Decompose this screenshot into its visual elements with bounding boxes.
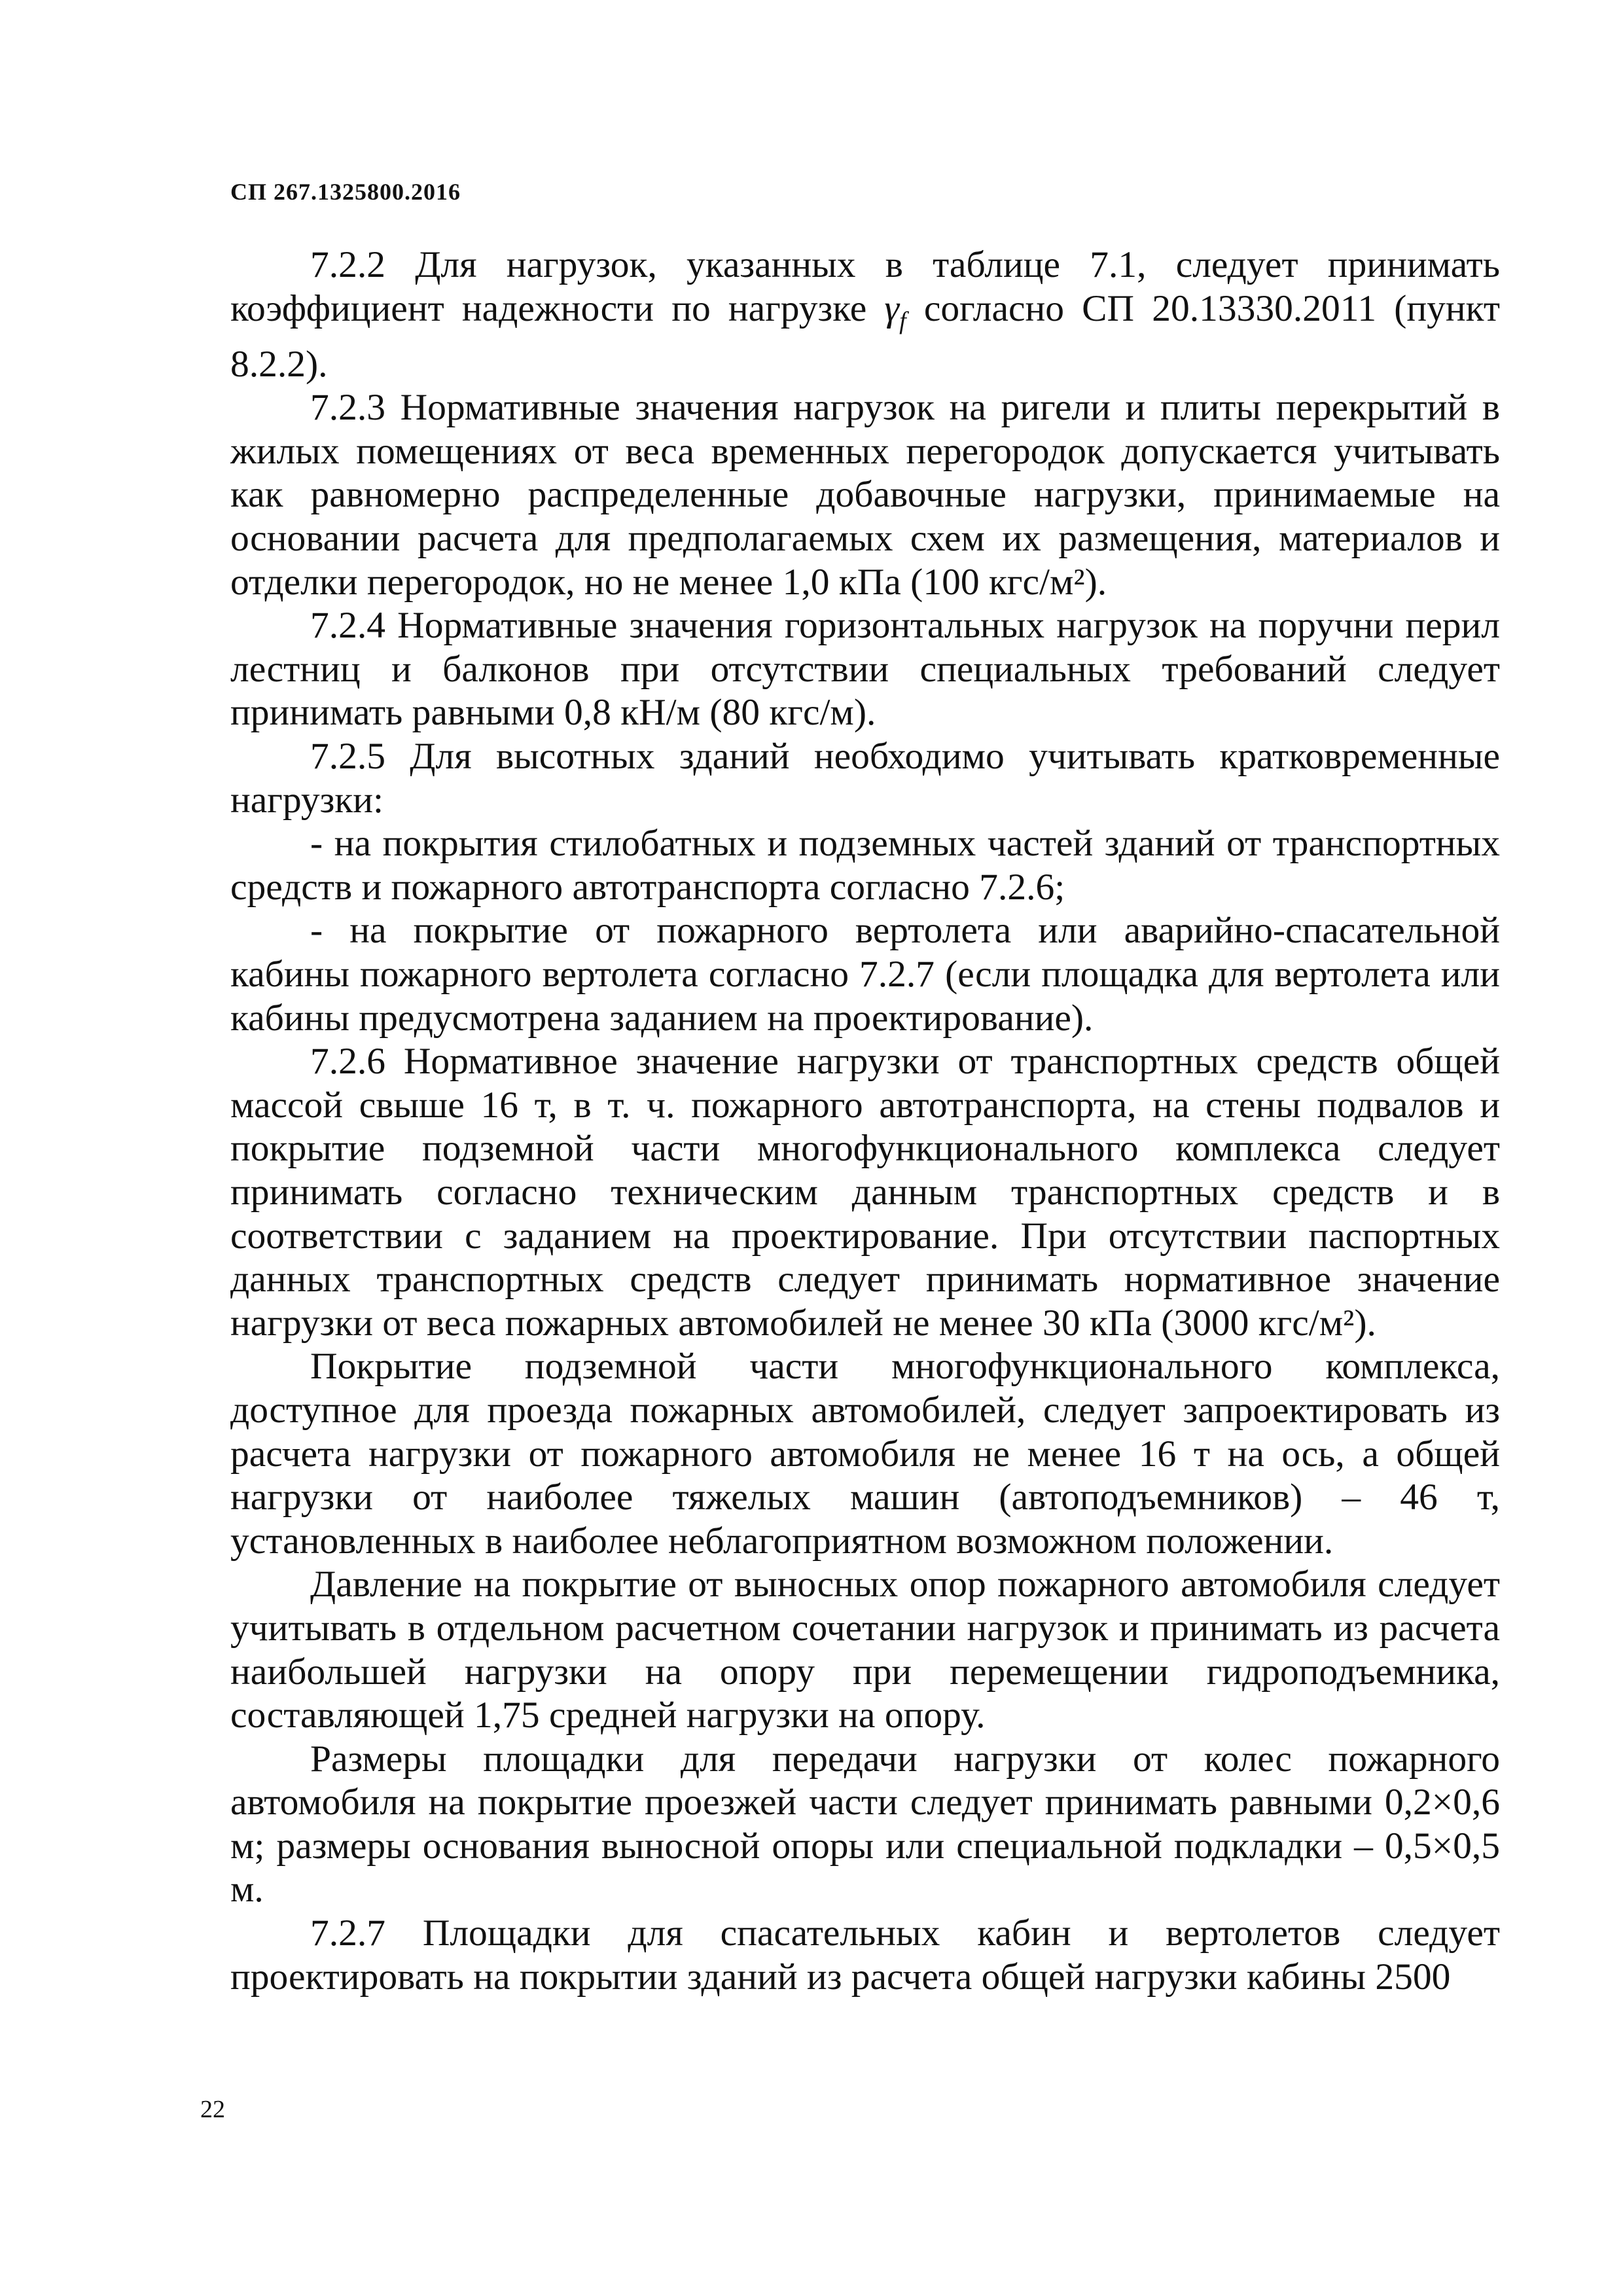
paragraph-outrigger-pressure: Давление на покрытие от выносных опор пожарного автомобиля следует учитывать в отдельном расчетном сочетании нагрузок и принимать из расчета наибольшей нагрузки на опору при перемещении гидроподъемника, составляющей 1,75 средней нагрузки на опору.	[230, 1564, 1500, 1736]
page-number: 22	[200, 2096, 225, 2123]
paragraph-7-2-6: 7.2.6 Нормативное значение нагрузки от транспортных средств общей массой свыше 16 т, в т. ч. пожарного автотранспорта, на стены подвалов и покрытие подземной части многофункционального комплекса следует принимать согласно техническим данным транспортных средств и в соответствии с заданием на проектирование. При отсутствии паспортных данных транспортных средств следует принимать нормативное значение нагрузки от веса пожарных автомобилей не менее 30 кПа (3000 кгс/м²).	[230, 1041, 1500, 1344]
paragraph-7-2-2	[230, 243, 1500, 386]
paragraph-7-2-4: 7.2.4 Нормативные значения горизонтальных нагрузок на поручни перил лестниц и балконов при отсутствии специальных требований следует принимать равными 0,8 кН/м (80 кгс/м).	[230, 605, 1500, 734]
list-item-helicopter: - на покрытие от пожарного вертолета или аварийно-спасательной кабины пожарного вертолета согласно 7.2.7 (если площадка для вертолета или кабины предусмотрена заданием на проектирование).	[230, 910, 1500, 1039]
document-code-header: СП 267.1325800.2016	[230, 179, 461, 205]
paragraph-text: 7.2.2 Для нагрузок, указанных в таблице 7.1, следует принимать коэффициент надежности по нагрузке	[230, 244, 1500, 329]
gamma-subscript: f	[899, 307, 906, 335]
gamma-symbol: γ	[884, 287, 900, 329]
list-item-stylobate: - на покрытия стилобатных и подземных частей зданий от транспортных средств и пожарного автотранспорта согласно 7.2.6;	[230, 823, 1500, 908]
paragraph-underground-cover: Покрытие подземной части многофункционального комплекса, доступное для проезда пожарных автомобилей, следует запроектировать из расчета нагрузки от пожарного автомобиля не менее 16 т на ось, а общей нагрузки от наиболее тяжелых машин (автоподъемников) – 46 т, установленных в наиболее неблагоприятном возможном положении.	[230, 1346, 1500, 1562]
document-body	[230, 243, 1500, 1999]
paragraph-7-2-5: 7.2.5 Для высотных зданий необходимо учитывать кратковременные нагрузки:	[230, 736, 1500, 821]
paragraph-7-2-3: 7.2.3 Нормативные значения нагрузок на ригели и плиты перекрытий в жилых помещениях от веса временных перегородок допускается учитывать как равномерно распределенные добавочные нагрузки, принимаемые на основании расчета для предполагаемых схем их размещения, материалов и отделки перегородок, но не менее 1,0 кПа (100 кгс/м²).	[230, 387, 1500, 603]
paragraph-contact-area: Размеры площадки для передачи нагрузки от колес пожарного автомобиля на покрытие проезжей части следует принимать равными 0,2×0,6 м; размеры основания выносной опоры или специальной подкладки – 0,5×0,5 м.	[230, 1738, 1500, 1910]
paragraph-7-2-7: 7.2.7 Площадки для спасательных кабин и вертолетов следует проектировать на покрытии зданий из расчета общей нагрузки кабины 2500	[230, 1912, 1500, 1998]
paragraph-text: согласно СП 20.13330.2011 (пункт 8.2.2).	[230, 287, 1500, 385]
